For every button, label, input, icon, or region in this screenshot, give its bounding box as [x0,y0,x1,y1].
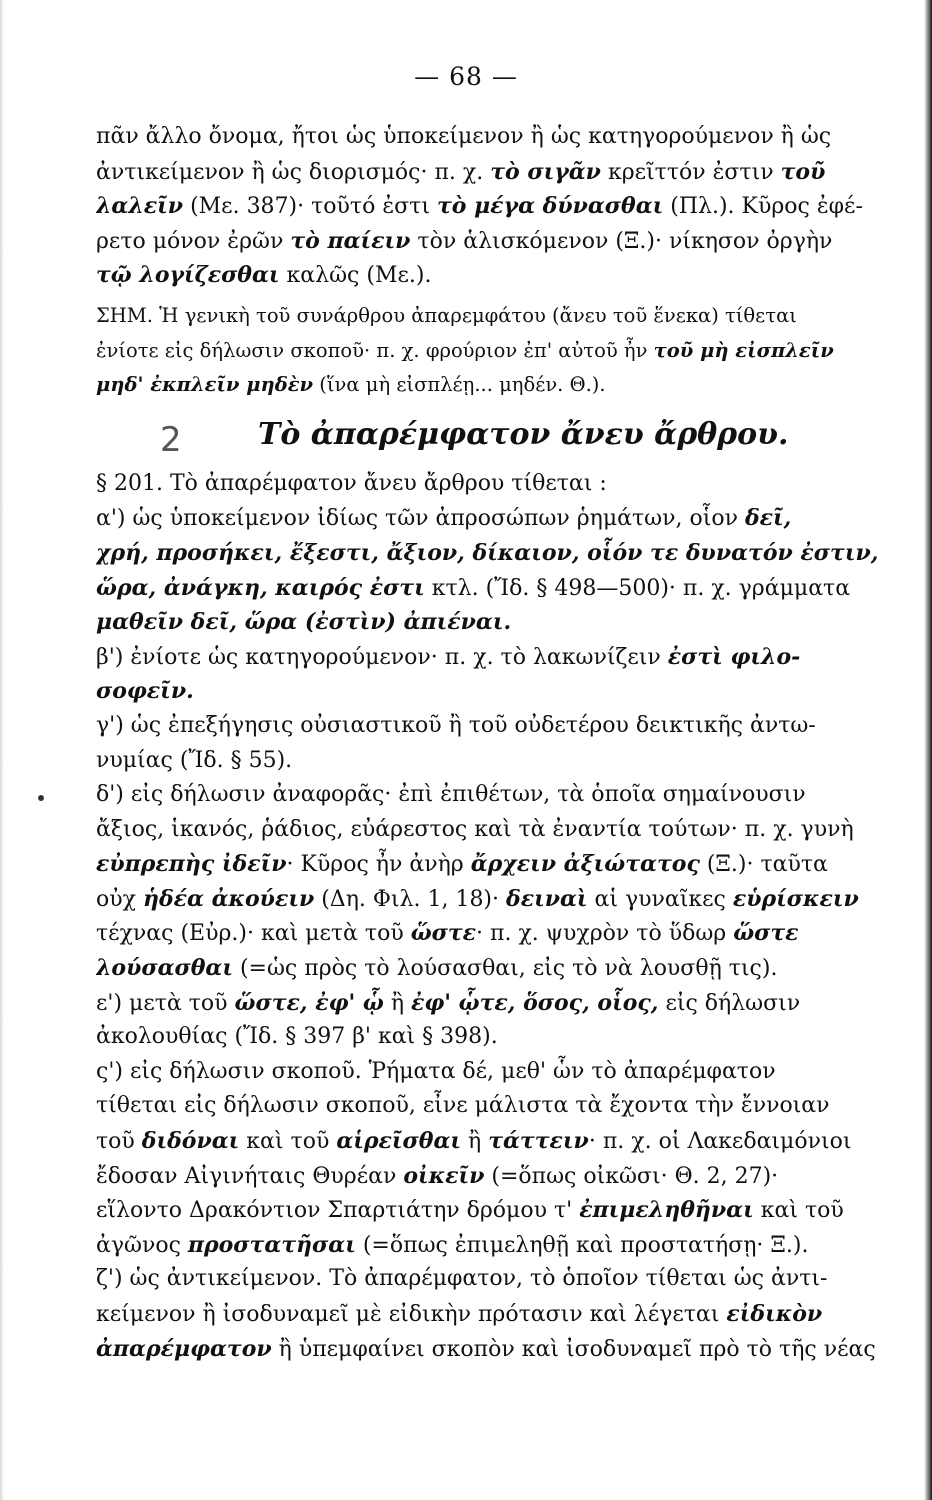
text-span: ζ') ὡς ἀντικείμενον. Τὸ ἀπαρέμφατον, τὸ ὁποῖον τίθεται ὡς ἀντι- [96,1266,828,1292]
emphasis-span: εὑρίσκειν [732,885,859,912]
text-line [96,120,926,155]
text-span: (Ξ.)· ταῦτα [699,852,828,878]
text-line [96,224,926,259]
text-line [96,778,926,813]
text-line [96,1124,926,1159]
text-span: κτλ. (Ἴδ. § 498—500)· π. χ. γράμματα [424,575,851,601]
emphasis-span: τοῦ μὴ εἰσπλεῖν [653,338,834,362]
text-line [96,882,926,917]
margin-dot [38,795,44,801]
text-line [96,605,926,640]
text-span: ἀκολουθίας (Ἴδ. § 397 β' καὶ § 398). [96,1024,498,1050]
text-line [96,189,926,224]
text-span: τοῦ [96,1129,142,1155]
emphasis-span: δεῖ, [744,505,792,532]
emphasis-span: ὥστε [410,920,477,947]
text-span: εἵλοντο Δρακόντιον Σπαρτιάτην δρόμου τ' [96,1198,580,1224]
text-span: τίθεται εἰς δήλωσιν σκοποῦ, εἶνε μάλιστα τὰ ἔχοντα τὴν ἔννοιαν [96,1093,830,1119]
text-line [96,299,926,334]
text-span: νυμίας (Ἴδ. § 55). [96,747,293,773]
text-span: ἔδοσαν Αἰγινήταις Θυρέαν [96,1163,404,1189]
text-span: γ') ὡς ἐπεξήγησις οὐσιαστικοῦ ἢ τοῦ οὐδετέρου δεικτικῆς ἀντω- [96,712,816,738]
text-span: (=ὅπως οἰκῶσι· Θ. 2, 27)· [484,1163,779,1189]
text-line [96,951,926,986]
text-span: εἰς δήλωσιν [658,990,801,1016]
text-span: ς') εἰς δήλωσιν σκοποῦ. Ῥήματα δέ, μεθ' ὧν τὸ ἀπαρέμφατον [96,1058,776,1084]
emphasis-span: μηδ' ἐκπλεῖν μηδὲν [96,373,314,397]
emphasis-span: τὸ σιγᾶν [490,158,601,185]
emphasis-span: δειναὶ [506,885,588,912]
emphasis-span: τάττειν [488,1128,589,1155]
text-line [96,674,926,709]
text-line [96,155,926,190]
emphasis-span: τὸ παίειν [290,227,411,254]
text-span: · Κῦρος ἦν ἀνὴρ [286,852,471,878]
text-span: · π. χ. οἱ Λακεδαιμόνιοι [588,1129,852,1155]
text-line [96,640,926,675]
text-line [96,1193,926,1228]
text-span: ἢ [461,1129,489,1155]
emphasis-span: διδόναι [141,1128,240,1155]
text-span: § 201. Τὸ ἀπαρέμφατον ἄνευ ἄρθρου τίθεται : [96,470,607,496]
text-line [96,847,926,882]
emphasis-span: χρή, προσήκει, ἔξεστι, ἄξιον, δίκαιον, οἷόν τε δυνατόν ἐστιν, [96,539,879,566]
emphasis-span: ἐστὶ φιλο- [667,643,801,670]
text-span: οὐχ [96,886,143,912]
text-span: ΣΗΜ. Ἡ γενικὴ τοῦ συνάρθρου ἀπαρεμφάτου (ἄνευ τοῦ ἕνεκα) τίθεται [96,303,797,327]
text-span: (=ὅπως ἐπιμεληθῇ καὶ προστατήσῃ· Ξ.). [355,1232,809,1258]
text-line [96,1228,926,1263]
text-line [96,501,926,536]
text-span: δ') εἰς δήλωσιν ἀναφορᾶς· ἐπὶ ἐπιθέτων, τὰ ὁποῖα σημαίνουσιν [96,782,806,808]
emphasis-span: σοφεῖν. [96,678,194,705]
text-span: β') ἐνίοτε ὡς κατηγορούμενον· π. χ. τὸ λακωνίζειν [96,644,668,670]
emphasis-span: ἐφ' ᾧτε, ὅσος, οἷος, [411,989,659,1016]
text-line [96,368,926,403]
text-span: κείμενον ἢ ἰσοδυναμεῖ μὲ εἰδικὴν πρότασιν καὶ λέγεται [96,1302,727,1327]
page-number: — 68 — [414,62,518,91]
text-line [96,258,926,293]
text-span: ἀγῶνος [96,1232,188,1258]
emphasis-span: μαθεῖν δεῖ, ὥρα (ἐστὶν) ἀπιέναι. [96,609,512,636]
section-heading [96,403,926,467]
text-span: καλῶς (Με.). [279,263,432,289]
text-span: πᾶν ἄλλο ὄνομα, ἤτοι ὡς ὑποκείμενον ἢ ὡς κατηγορούμενον ἢ ὡς [96,124,832,149]
text-line [96,1262,926,1297]
emphasis-span: προστατῆσαι [187,1231,356,1258]
text-line [96,813,926,848]
text-span: τὸν ἁλισκόμενον (Ξ.)· νίκησον ὀργὴν [410,228,833,254]
emphasis-span: ἐπιμεληθῆναι [579,1197,754,1224]
emphasis-span: ὥστε, ἐφ' ᾧ [234,989,384,1016]
emphasis-span: ἀπαρέμφατον [96,1335,272,1362]
text-span: ἄξιος, ἱκανός, ῥάδιος, εὐάρεστος καὶ τὰ ἐναντία τούτων· π. χ. γυνὴ [96,816,854,842]
text-span: (ἵνα μὴ εἰσπλέῃ... μηδέν. Θ.). [313,373,606,397]
text-span: ἢ [383,990,411,1016]
emphasis-span: οἰκεῖν [403,1162,485,1189]
text-line [96,536,926,571]
text-line [96,1159,926,1194]
text-line [96,709,926,744]
emphasis-span: αἱρεῖσθαι [336,1128,462,1155]
pencil-annotation: 2 [160,420,182,460]
text-span: καὶ τοῦ [239,1129,337,1155]
text-span: ε') μετὰ τοῦ [96,990,235,1016]
text-span: ἐνίοτε εἰς δήλωσιν σκοποῦ· π. χ. φρούριον ἐπ' αὐτοῦ ἦν [96,338,654,362]
text-span: αἱ γυναῖκες [587,886,733,912]
text-line [96,916,926,951]
text-line [96,986,926,1021]
text-span: · π. χ. ψυχρὸν τὸ ὕδωρ [476,921,734,947]
text-line [96,744,926,779]
emphasis-span: ἄρχειν ἀξιώτατος [470,851,700,878]
text-line [96,334,926,369]
text-line [96,1055,926,1090]
emphasis-span: τὸ μέγα δύνασθαι [436,193,664,220]
text-line [96,1020,926,1055]
text-span: Τὸ ἀπαρέμφατον ἄνευ ἄρθρου. [258,416,789,452]
text-line [96,1089,926,1124]
text-line [96,1332,926,1367]
text-line [96,1297,926,1332]
text-span: κρεῖττόν ἐστιν [600,159,781,185]
page-left-shadow [0,0,4,1500]
emphasis-span: ἡδέα ἀκούειν [142,885,315,912]
text-span: (Με. 387)· τοῦτό ἐστι [183,194,437,220]
text-span: (Πλ.). Κῦρος ἐφέ- [663,194,863,220]
emphasis-span: εὐπρεπὴς ἰδεῖν [96,851,287,878]
text-span: ἢ ὑπεμφαίνει σκοπὸν καὶ ἰσοδυναμεῖ πρὸ τὸ τῆς νέας [271,1336,876,1362]
text-line [96,467,926,502]
emphasis-span: τῷ λογίζεσθαι [96,262,280,289]
text-span: τέχνας (Εὐρ.)· καὶ μετὰ τοῦ [96,921,411,947]
text-line [96,571,926,606]
page-body [96,120,926,1366]
text-span: ἀντικείμενον ἢ ὡς διορισμός· π. χ. [96,159,491,185]
text-span: (=ὡς πρὸς τὸ λούσασθαι, εἰς τὸ νὰ λουσθῇ τις). [232,956,778,982]
text-span: (Δη. Φιλ. 1, 18)· [314,886,507,912]
text-span: καὶ τοῦ [753,1198,844,1224]
emphasis-span: εἰδικὸν [726,1301,823,1327]
emphasis-span: λούσασθαι [96,955,233,982]
emphasis-span: ὥστε [733,920,799,947]
emphasis-span: ὥρα, ἀνάγκη, καιρός ἐστι [96,574,425,601]
emphasis-span: τοῦ [780,158,826,185]
emphasis-span: λαλεῖν [96,193,184,220]
text-span: ρετο μόνον ἐρῶν [96,228,291,254]
text-span: α') ὡς ὑποκείμενον ἰδίως τῶν ἀπροσώπων ῥημάτων, οἷον [96,506,745,532]
